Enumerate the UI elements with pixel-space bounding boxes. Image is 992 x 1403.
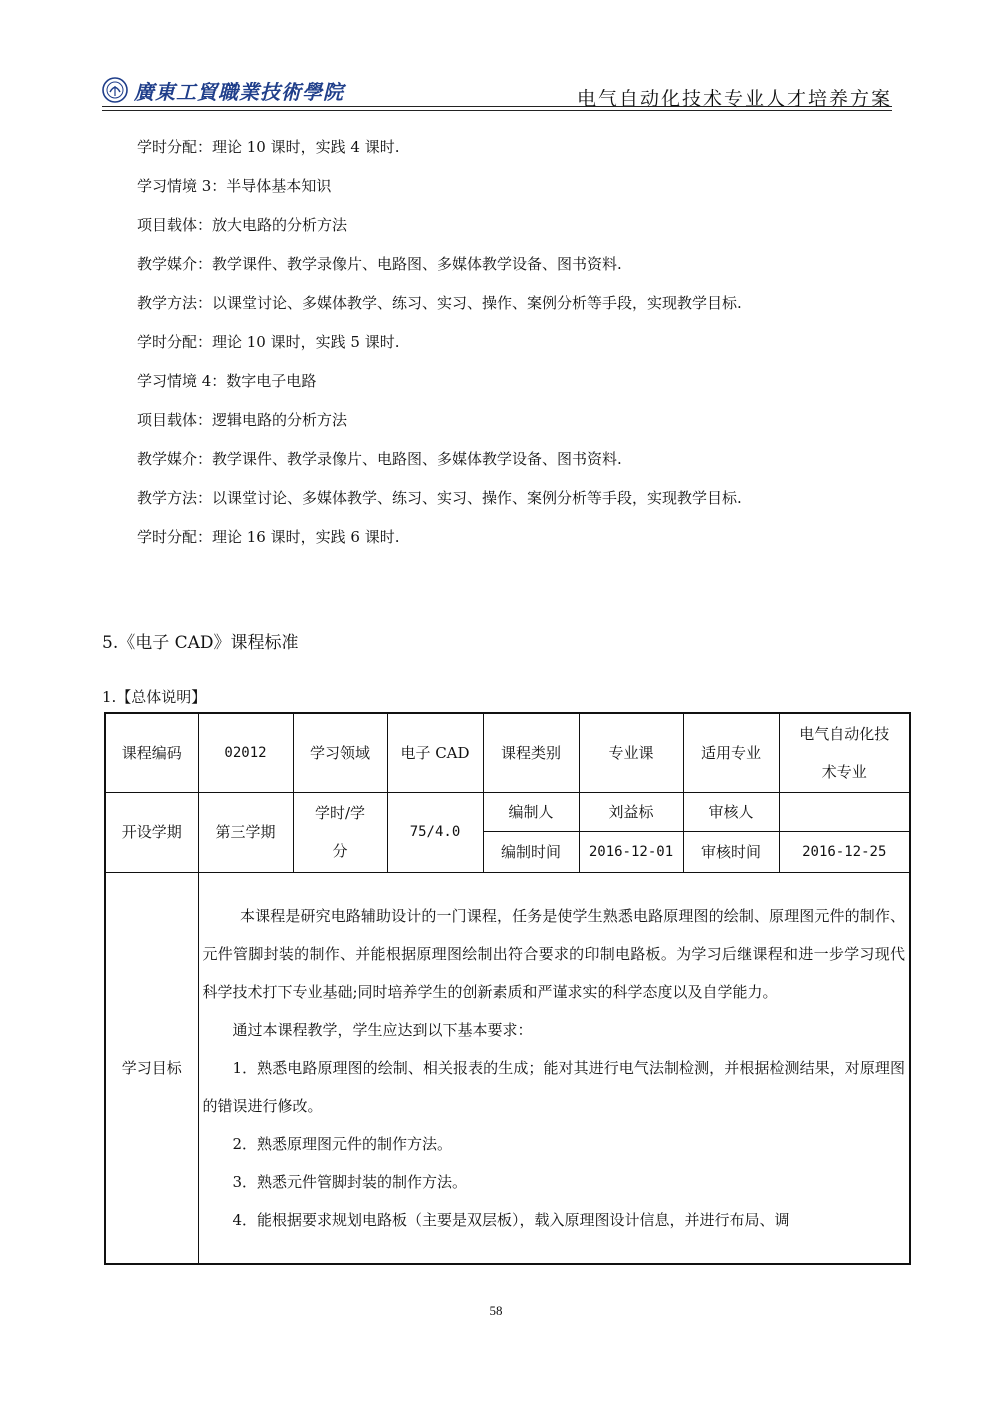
goal-paragraph: 4．能根据要求规划电路板（主要是双层板），载入原理图设计信息，并进行布局、调 bbox=[232, 1210, 790, 1229]
goal-paragraph: 本课程是研究电路辅助设计的一门课程，任务是使学生熟悉电路原理图的绘制、原理图元件的制作、元件管脚封装的制作、并能根据原理图绘制出符合要求的印制电路板。为学习后继课程和进一步学习现代科学技术打下专业基础;同时培养学生的创新素质和严谨求实的科学态度以及自学能力。 bbox=[202, 906, 905, 1001]
domain-label: 学习领域 bbox=[293, 713, 387, 792]
hours-label bbox=[293, 792, 387, 872]
review-date-label: 审核时间 bbox=[683, 831, 779, 872]
paragraph: 教学媒介：教学课件、教学录像片、电路图、多媒体教学设备、图书资料. bbox=[137, 450, 622, 468]
goal-paragraph: 3．熟悉元件管脚封装的制作方法。 bbox=[232, 1172, 468, 1191]
major-line: 电气自动化技 bbox=[799, 724, 890, 743]
document-title: 电气自动化技术专业人才培养方案 bbox=[576, 88, 892, 110]
made-date-label: 编制时间 bbox=[483, 831, 579, 872]
paragraph: 教学媒介：教学课件、教学录像片、电路图、多媒体教学设备、图书资料. bbox=[137, 255, 622, 273]
paragraph: 学时分配：理论 10 课时，实践 5 课时. bbox=[137, 333, 400, 351]
paragraph: 学习情境 3：半导体基本知识 bbox=[137, 177, 332, 195]
hours-label-line: 学时/学 bbox=[314, 804, 366, 822]
college-seal-icon bbox=[102, 77, 128, 103]
semester-value: 第三学期 bbox=[198, 792, 293, 872]
paragraph: 项目载体：逻辑电路的分析方法 bbox=[137, 411, 348, 429]
semester-label: 开设学期 bbox=[105, 792, 198, 872]
hours-value: 75/4.0 bbox=[387, 792, 483, 872]
goal-paragraph: 1．熟悉电路原理图的绘制、相关报表的生成；能对其进行电气法制检测，并根据检测结果，对原理图的错误进行修改。 bbox=[202, 1058, 905, 1115]
college-logo bbox=[102, 74, 344, 106]
paragraph: 学时分配：理论 10 课时，实践 4 课时. bbox=[137, 138, 400, 156]
major-value bbox=[779, 713, 910, 792]
review-date: 2016-12-25 bbox=[779, 831, 910, 872]
course-code-label: 课程编码 bbox=[105, 713, 198, 792]
major-line: 术专业 bbox=[821, 762, 867, 781]
college-logo-text: 廣東工貿職業技術學院 bbox=[134, 79, 344, 104]
table-row bbox=[105, 872, 910, 1264]
category-value: 专业课 bbox=[579, 713, 683, 792]
paragraph: 项目载体：放大电路的分析方法 bbox=[137, 216, 348, 234]
learning-goal-label: 学习目标 bbox=[105, 872, 198, 1264]
section-title: 5.《电子 CAD》课程标准 bbox=[102, 633, 299, 653]
course-info-table bbox=[104, 712, 911, 1265]
goal-paragraph: 通过本课程教学，学生应达到以下基本要求： bbox=[232, 1020, 533, 1039]
paragraph: 学习情境 4：数字电子电路 bbox=[137, 372, 317, 390]
author-label: 编制人 bbox=[483, 792, 579, 831]
table-row bbox=[105, 792, 910, 831]
domain-value: 电子 CAD bbox=[387, 713, 483, 792]
major-label: 适用专业 bbox=[683, 713, 779, 792]
category-label: 课程类别 bbox=[483, 713, 579, 792]
paragraph: 教学方法：以课堂讨论、多媒体教学、练习、实习、操作、案例分析等手段，实现教学目标. bbox=[137, 294, 742, 312]
course-code: 02012 bbox=[198, 713, 293, 792]
table-row bbox=[105, 713, 910, 792]
page-header bbox=[102, 72, 892, 110]
reviewer-label: 审核人 bbox=[683, 792, 779, 831]
header-rule bbox=[102, 106, 892, 107]
paragraph: 学时分配：理论 16 课时，实践 6 课时. bbox=[137, 528, 400, 546]
made-date: 2016-12-01 bbox=[579, 831, 683, 872]
page-number: 58 bbox=[489, 1303, 503, 1318]
learning-goal-content bbox=[198, 872, 910, 1264]
subsection-title: 1.【总体说明】 bbox=[102, 688, 207, 706]
hours-label-line: 分 bbox=[332, 842, 348, 860]
paragraph: 教学方法：以课堂讨论、多媒体教学、练习、实习、操作、案例分析等手段，实现教学目标. bbox=[137, 489, 742, 507]
reviewer-value bbox=[779, 792, 910, 831]
header-rule-thin bbox=[102, 110, 892, 111]
goal-paragraph: 2．熟悉原理图元件的制作方法。 bbox=[232, 1134, 453, 1153]
author-value: 刘益标 bbox=[579, 792, 683, 831]
